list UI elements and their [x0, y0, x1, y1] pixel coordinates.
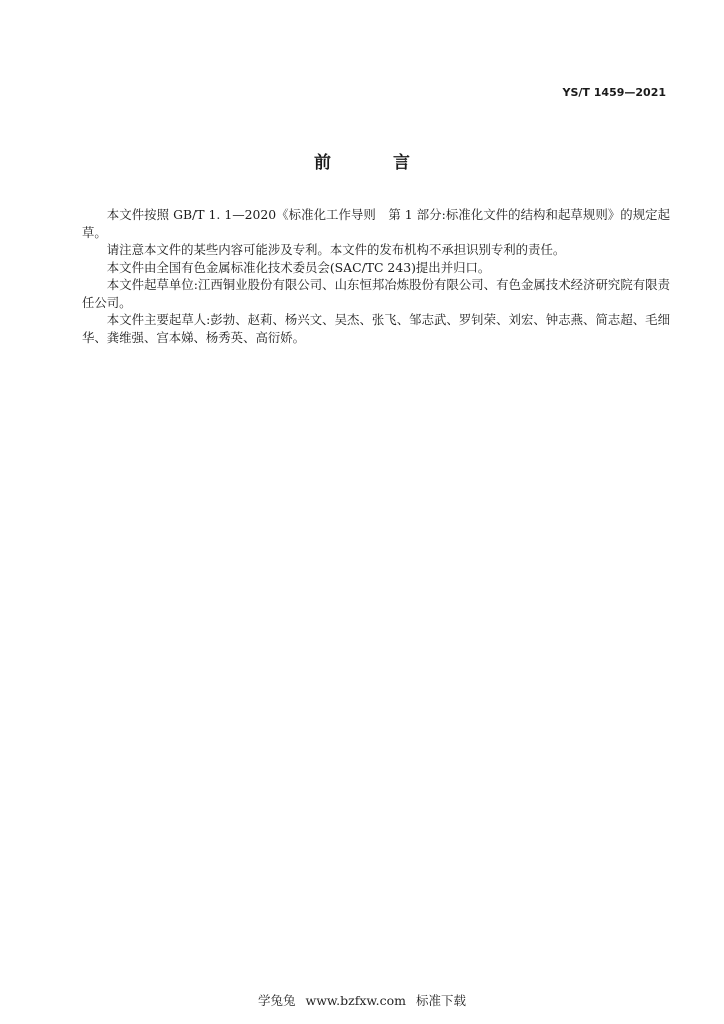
paragraph-drafters: 本文件主要起草人:彭勃、赵莉、杨兴文、吴杰、张飞、邹志武、罗钊荣、刘宏、钟志燕、简志超、毛细华、龚维强、宫本娣、杨秀英、高衍娇。: [82, 312, 670, 345]
footer-url[interactable]: www.bzfxw.com: [305, 993, 406, 1008]
footer-site-name: 学兔兔: [258, 993, 296, 1008]
foreword-body: [82, 206, 670, 346]
footer-label: 标准下载: [415, 993, 466, 1008]
page-title: 前 言: [314, 153, 438, 173]
footer-watermark: [0, 991, 724, 1009]
paragraph-drafting-rules: 本文件按照 GB/T 1. 1—2020《标准化工作导则 第 1 部分:标准化文件的结构和起草规则》的规定起草。: [82, 207, 670, 240]
paragraph-patent-notice: 请注意本文件的某些内容可能涉及专利。本文件的发布机构不承担识别专利的责任。: [106, 242, 566, 257]
standard-code: YS/T 1459—2021: [562, 86, 666, 99]
paragraph-drafting-units: 本文件起草单位:江西铜业股份有限公司、山东恒邦冶炼股份有限公司、有色金属技术经济研究院有限责任公司。: [82, 277, 670, 310]
paragraph-committee: 本文件由全国有色金属标准化技术委员会(SAC/TC 243)提出并归口。: [106, 259, 491, 275]
